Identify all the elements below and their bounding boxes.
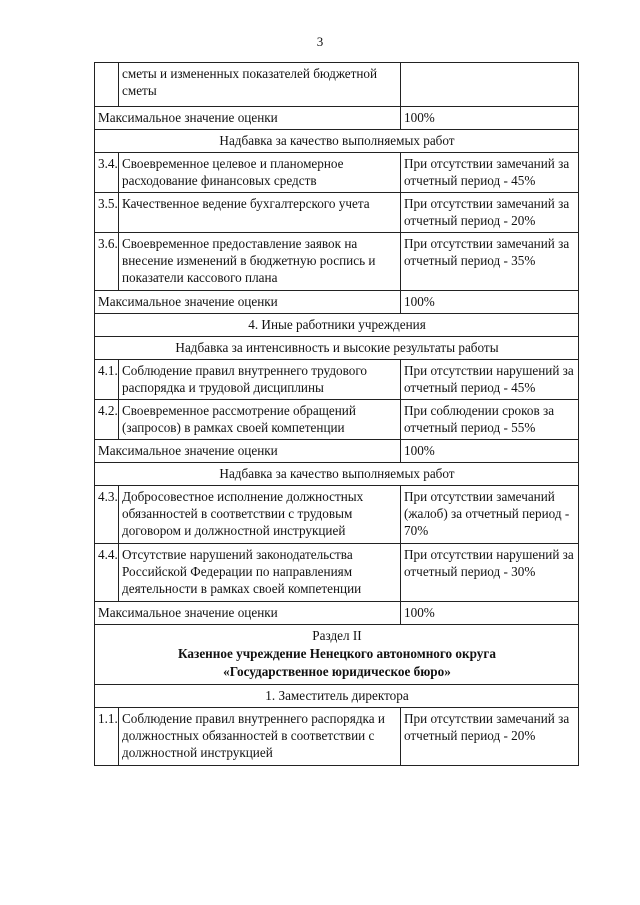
- group-header: 4. Иные работники учреждения: [95, 314, 579, 337]
- criterion-cell: Соблюдение правил внутреннего распорядка и должностных обязанностей в соответствии с должностной инструкцией: [119, 708, 401, 766]
- group-header-row: [95, 130, 579, 153]
- criterion-cell: Соблюдение правил внутреннего трудового распорядка и трудовой дисциплины: [119, 360, 401, 400]
- table-row: [95, 193, 579, 233]
- table-row: [95, 63, 579, 107]
- max-value: 100%: [401, 107, 579, 130]
- section-title: Раздел II: [312, 628, 362, 643]
- value-cell: При отсутствии замечаний за отчетный период - 45%: [401, 153, 579, 193]
- max-value: 100%: [401, 440, 579, 463]
- table-row: [95, 400, 579, 440]
- group-header-row: [95, 685, 579, 708]
- page-number: 3: [316, 34, 324, 49]
- row-number: 4.3.: [95, 486, 119, 544]
- row-number: 4.4.: [95, 544, 119, 602]
- criterion-cell: сметы и измененных показателей бюджетной сметы: [119, 63, 401, 107]
- max-label: Максимальное значение оценки: [95, 602, 401, 625]
- max-value-row: [95, 440, 579, 463]
- row-number: 3.6.: [95, 233, 119, 291]
- value-cell: При соблюдении сроков за отчетный период - 55%: [401, 400, 579, 440]
- criterion-cell: Качественное ведение бухгалтерского учета: [119, 193, 401, 233]
- table-row: [95, 360, 579, 400]
- value-cell: При отсутствии замечаний за отчетный период - 20%: [401, 708, 579, 766]
- section-name-line1: Казенное учреждение Ненецкого автономного округа: [178, 646, 496, 661]
- table-row: [95, 153, 579, 193]
- group-header-row: [95, 337, 579, 360]
- value-cell: При отсутствии замечаний за отчетный период - 20%: [401, 193, 579, 233]
- row-number: [95, 63, 119, 107]
- table-row: [95, 708, 579, 766]
- criterion-cell: Своевременное предоставление заявок на внесение изменений в бюджетную роспись и показатели кассового плана: [119, 233, 401, 291]
- criterion-cell: Своевременное целевое и планомерное расходование финансовых средств: [119, 153, 401, 193]
- section-header: [95, 625, 579, 685]
- max-value-row: [95, 291, 579, 314]
- criterion-cell: Отсутствие нарушений законодательства Российской Федерации по направлениям деятельности в рамках своей компетенции: [119, 544, 401, 602]
- table-row: [95, 544, 579, 602]
- table-row: [95, 233, 579, 291]
- row-number: 4.1.: [95, 360, 119, 400]
- max-label: Максимальное значение оценки: [95, 107, 401, 130]
- max-label: Максимальное значение оценки: [95, 440, 401, 463]
- value-cell: [401, 63, 579, 107]
- section-name-line2: «Государственное юридическое бюро»: [223, 664, 451, 679]
- max-value: 100%: [401, 602, 579, 625]
- row-number: 4.2.: [95, 400, 119, 440]
- group-header-row: [95, 463, 579, 486]
- section-header-row: [95, 625, 579, 685]
- max-label: Максимальное значение оценки: [95, 291, 401, 314]
- value-cell: При отсутствии замечаний (жалоб) за отчетный период - 70%: [401, 486, 579, 544]
- row-number: 3.4.: [95, 153, 119, 193]
- max-value-row: [95, 107, 579, 130]
- table-row: [95, 486, 579, 544]
- group-header-row: [95, 314, 579, 337]
- group-header: 1. Заместитель директора: [95, 685, 579, 708]
- group-header: Надбавка за интенсивность и высокие результаты работы: [95, 337, 579, 360]
- group-header: Надбавка за качество выполняемых работ: [95, 130, 579, 153]
- value-cell: При отсутствии нарушений за отчетный период - 30%: [401, 544, 579, 602]
- value-cell: При отсутствии замечаний за отчетный период - 35%: [401, 233, 579, 291]
- max-value-row: [95, 602, 579, 625]
- criterion-cell: Добросовестное исполнение должностных обязанностей в соответствии с трудовым договором и должностной инструкцией: [119, 486, 401, 544]
- criteria-table: [94, 62, 579, 766]
- row-number: 3.5.: [95, 193, 119, 233]
- group-header: Надбавка за качество выполняемых работ: [95, 463, 579, 486]
- criterion-cell: Своевременное рассмотрение обращений (запросов) в рамках своей компетенции: [119, 400, 401, 440]
- max-value: 100%: [401, 291, 579, 314]
- row-number: 1.1.: [95, 708, 119, 766]
- value-cell: При отсутствии нарушений за отчетный период - 45%: [401, 360, 579, 400]
